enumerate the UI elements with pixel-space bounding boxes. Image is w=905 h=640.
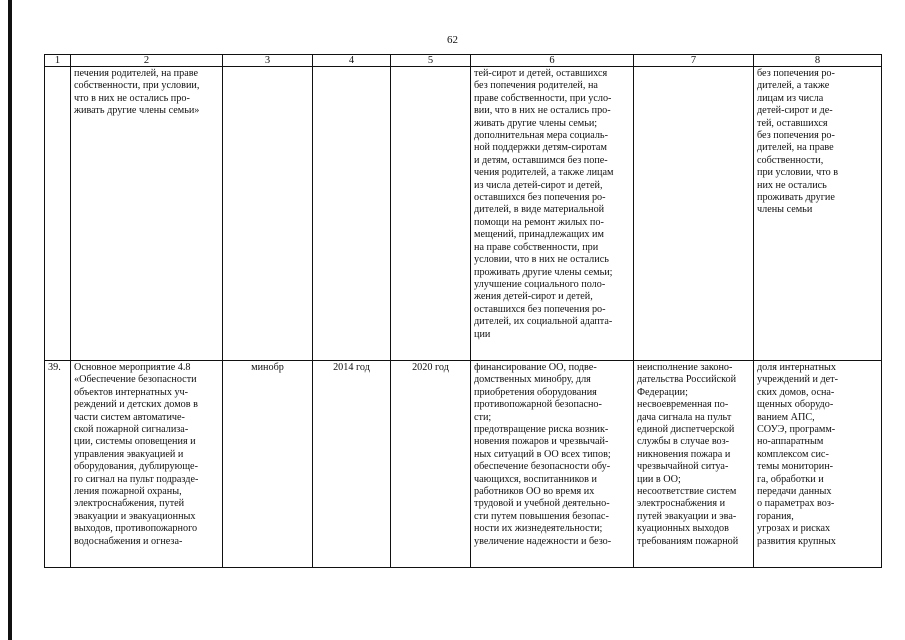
col-header-2: 2 bbox=[71, 55, 223, 67]
row-number: 39. bbox=[45, 361, 71, 568]
start-year-cell bbox=[313, 67, 391, 361]
row-number bbox=[45, 67, 71, 361]
end-year-cell: 2020 год bbox=[391, 361, 471, 568]
indicator-link-cell: без попечения ро- дителей, а также лицам из числа детей-сирот и де- тей, оставшихся без попечения ро- дителей, на праве собственности, при условии, что в них не остались проживать другие члены семьи bbox=[754, 67, 882, 361]
page-number: 62 bbox=[447, 34, 458, 46]
binding-edge-line bbox=[8, 0, 12, 640]
event-name-cell: Основное мероприятие 4.8 «Обеспечение безопасности объектов интернатных уч- реждений и детских домов в части систем автоматиче- ской пожарной сигнализа- ции, системы оповещения и управления эвакуацией и оборудования, дублирующе- го сигнал на пульт подразде- ления пожарной охраны, электроснабжения, путей эвакуации и эвакуационных выходов, противопожарного водоснабжения и огнеза- bbox=[71, 361, 223, 568]
event-name-cell: печения родителей, на праве собственности, при условии, что в них не остались про- живать другие члены семьи» bbox=[71, 67, 223, 361]
expected-result-cell: финансирование ОО, подве- домственных минобру, для приобретения оборудования противопожарной безопасно- сти; предотвращение риска возник- новения пожаров и чрезвычай- ных ситуаций в ОО всех типов; обеспечение безопасности обу- чающихся, воспитанников и работников ОО во время их трудовой и учебной деятельно- сти путем повышения безопас- ности их жизнедеятельности; увеличение надежности и безо- bbox=[471, 361, 634, 568]
col-header-1: 1 bbox=[45, 55, 71, 67]
indicator-link-cell: доля интернатных учреждений и дет- ских домов, осна- щенных оборудо- ванием АПС, СОУЭ, программ- но-аппаратным комплексом сис- темы мониторин- га, обработки и передачи данных о параметрах воз- горания, угрозах и рисках развития крупных bbox=[754, 361, 882, 568]
start-year-cell: 2014 год bbox=[313, 361, 391, 568]
executor-cell: минобр bbox=[223, 361, 313, 568]
table-row bbox=[45, 361, 882, 568]
col-header-6: 6 bbox=[471, 55, 634, 67]
executor-cell bbox=[223, 67, 313, 361]
col-header-8: 8 bbox=[754, 55, 882, 67]
table-row bbox=[45, 67, 882, 361]
col-header-5: 5 bbox=[391, 55, 471, 67]
consequences-cell: неисполнение законо- дательства Российской Федерации; несвоевременная по- дача сигнала на пульт единой диспетчерской службы в случае воз- никновения пожара и чрезвычайной ситуа- ции в ОО; несоответствие систем электроснабжения и путей эвакуации и эва- куационных выходов требованиям пожарной bbox=[634, 361, 754, 568]
col-header-7: 7 bbox=[634, 55, 754, 67]
end-year-cell bbox=[391, 67, 471, 361]
col-header-4: 4 bbox=[313, 55, 391, 67]
column-number-row bbox=[45, 55, 882, 67]
consequences-cell bbox=[634, 67, 754, 361]
program-measures-table bbox=[44, 54, 882, 568]
expected-result-cell: тей-сирот и детей, оставшихся без попечения родителей, на праве собственности, при усло- вии, что в них не остались про- живать другие члены семьи; дополнительная мера социаль- ной поддержки детям-сиротам и детям, оставшимся без попе- чения родителей, а также лицам из числа детей-сирот и детей, оставшихся без попечения ро- дителей, в виде материальной помощи на ремонт жилых по- мещений, принадлежащих им на праве собственности, при условии, что в них не остались проживать другие члены семьи; улучшение социального поло- жения детей-сирот и детей, оставшихся без попечения ро- дителей, их социальной адапта- ции bbox=[471, 67, 634, 361]
col-header-3: 3 bbox=[223, 55, 313, 67]
